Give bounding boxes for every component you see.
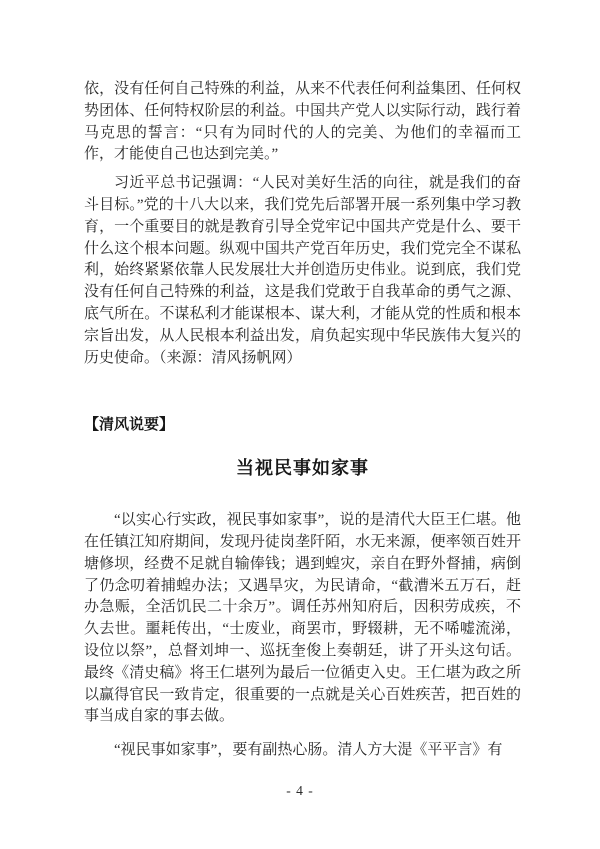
article-title: 当视民事如家事: [236, 458, 369, 479]
body-paragraph-closing: “视民事如家事”，要有副热心肠。清人方大湜《平平言》有: [114, 742, 503, 759]
body-paragraph-continuation: 依，没有任何自己特殊的利益，从来不代表任何利益集团、任何权势团体、任何特权阶层的利益。中国共产党人以实际行动，践行着马克思的誓言：“只有为同时代的人的完美、为他们的幸福而工作，才能使自己也达到完美。”: [84, 81, 521, 163]
body-paragraph-wang-renkan: “以实心行实政，视民事如家事”，说的是清代大臣王仁堪。他在任镇江知府期间，发现丹徒岗垄阡陌，水无来源，便率领百姓开塘修坝，经费不足就自输俸钱；遇到蝗灾，亲自在野外督捕，病倒了仍念叨着捕蝗办法；又遇旱灾，为民请命，“截漕米五万石，赶办急赈，全活饥民二十余万”。调任苏州知府后，因积劳成疾，不久去世。噩耗传出，“士废业，商罢市，野辍耕，无不唏嘘流涕，设位以祭”，总督刘坤一、巡抚奎俊上奏朝廷，讲了开头这句话。最终《清史稿》将王仁堪列为最后一位循吏入史。王仁堪为政之所以赢得官民一致肯定，很重要的一点就是关心百姓疾苦，把百姓的事当成自家的事去做。: [84, 512, 521, 725]
section-header-qingfeng-shuoyao: 【清风说要】: [84, 417, 175, 434]
page-number: - 4 -: [286, 783, 314, 798]
body-paragraph-xi-quote: 习近平总书记强调：“人民对美好生活的向往，就是我们的奋斗目标。”党的十八大以来，我们党先后部署开展一系列集中学习教育，一个重要目的就是教育引导全党牢记中国共产党是什么、要干什么这个根本问题。纵观中国共产党百年历史，我们党完全不谋私利，始终紧紧依靠人民发展壮大并创造历史伟业。说到底，我们党没有任何自己特殊的利益，这是我们党敢于自我革命的勇气之源、底气所在。不谋私利才能谋根本、谋大利，才能从党的性质和根本宗旨出发，从人民根本利益出发，肩负起实现中华民族伟大复兴的历史使命。（来源：清风扬帆网）: [84, 175, 521, 366]
page-content: [84, 79, 521, 762]
